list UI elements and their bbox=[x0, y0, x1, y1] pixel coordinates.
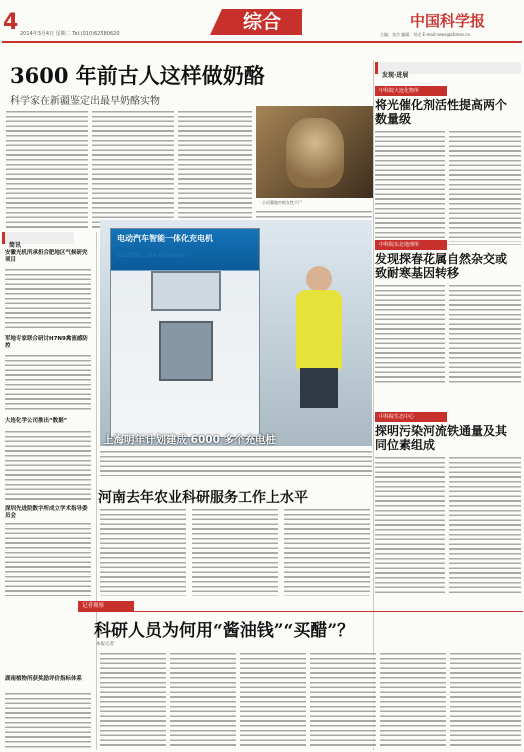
obs-body-col-1 bbox=[100, 652, 166, 748]
section-tab: 综合 bbox=[222, 9, 302, 35]
charger-photo bbox=[100, 220, 372, 446]
brief-body-3 bbox=[5, 430, 91, 502]
mid-body-col-2 bbox=[192, 508, 278, 596]
page-header bbox=[0, 0, 524, 42]
brief-title-4: 深圳先进院数字所成立学术指导委员会 bbox=[5, 506, 88, 519]
sidebar-tag-3: 中科院生态中心 bbox=[375, 412, 447, 422]
observation-rule bbox=[78, 611, 523, 612]
mid-body-col-3 bbox=[284, 508, 370, 596]
date-line: 2014年3月4日 星期二 Tel:(010)62580620 bbox=[20, 31, 120, 37]
station-label: 电动汽车智能一体化充电机 bbox=[117, 234, 213, 243]
sidebar-body-3a bbox=[375, 456, 445, 596]
charger-photo-caption: 上海明年计划建成 6000 多个充电桩 bbox=[103, 434, 277, 446]
column-divider-left bbox=[96, 232, 97, 750]
brief-title-1: 安徽光机所承担合肥地区气候研究项目 bbox=[5, 250, 88, 263]
sidebar-section-header: 发现·进展 bbox=[375, 62, 521, 74]
observation-headline: 科研人员为何用“酱油钱”“买醋”？ bbox=[94, 621, 355, 641]
charging-station bbox=[110, 228, 260, 438]
lead-body-col-1 bbox=[6, 110, 88, 228]
worker-figure bbox=[288, 260, 348, 410]
sidebar-body-3b bbox=[449, 456, 521, 596]
mummy-photo-caption: 小河墓地中的女性干尸 bbox=[262, 200, 302, 205]
station-slot bbox=[159, 321, 213, 381]
page-number: 4 bbox=[3, 10, 19, 35]
sidebar-title-2: 发现探春花属自然杂交或致耐寒基因转移 bbox=[375, 252, 508, 280]
station-screen bbox=[151, 271, 221, 311]
obs-body-col-3 bbox=[240, 652, 306, 748]
sidebar-body-2a bbox=[375, 284, 445, 384]
masthead-logo: 中国科学报 bbox=[410, 12, 486, 30]
sidebar-body-1a bbox=[375, 130, 445, 242]
sidebar-tag-2: 中科院东北地理所 bbox=[375, 240, 447, 250]
mummy-photo bbox=[256, 106, 374, 198]
briefs-header: 简讯 bbox=[2, 232, 74, 244]
charger-story-body bbox=[100, 450, 372, 476]
obs-body-col-4 bbox=[310, 652, 376, 748]
brief-body-5 bbox=[5, 692, 91, 748]
mid-headline: 河南去年农业科研服务工作上水平 bbox=[98, 490, 308, 506]
sidebar-title-3: 探明污染河流铁通量及其同位素组成 bbox=[375, 424, 508, 452]
obs-body-col-5 bbox=[380, 652, 446, 748]
brief-title-5: 湖南植物所获奖励评价指标体系 bbox=[5, 676, 83, 682]
obs-body-col-6 bbox=[450, 652, 521, 748]
lead-body-col-2 bbox=[92, 110, 174, 228]
sidebar-tag-1: 中科院大连化物所 bbox=[375, 86, 447, 96]
obs-body-col-2 bbox=[170, 652, 236, 748]
sidebar-title-1: 将光催化剂活性提高两个数量级 bbox=[375, 98, 508, 126]
brief-body-1 bbox=[5, 268, 91, 330]
lead-body-col-3 bbox=[178, 110, 252, 228]
brief-title-3: 大连化学公司推出“数据” bbox=[5, 418, 68, 424]
observation-byline: 本报记者 bbox=[96, 642, 114, 647]
observation-label: 记者观察 bbox=[78, 601, 134, 611]
brief-body-2 bbox=[5, 354, 91, 412]
mid-body-col-1 bbox=[100, 508, 186, 596]
station-label-en: ELECTRIC CAR CHARGER bbox=[117, 253, 186, 259]
brief-title-2: 军地专家联合研讨H7N9禽流感防控 bbox=[5, 336, 88, 349]
sidebar-body-2b bbox=[449, 284, 521, 384]
contact-line: 主编：张彦 编辑：刘光 E-mail:news@stimes.cn bbox=[380, 32, 470, 37]
header-rule bbox=[2, 41, 522, 43]
brief-body-4 bbox=[5, 522, 91, 596]
sidebar-body-1b bbox=[449, 130, 521, 242]
lead-subhead: 科学家在新疆鉴定出最早奶酪实物 bbox=[10, 96, 160, 107]
lead-headline: 3600 年前古人这样做奶酪 bbox=[10, 63, 265, 88]
column-divider-right bbox=[373, 60, 374, 750]
